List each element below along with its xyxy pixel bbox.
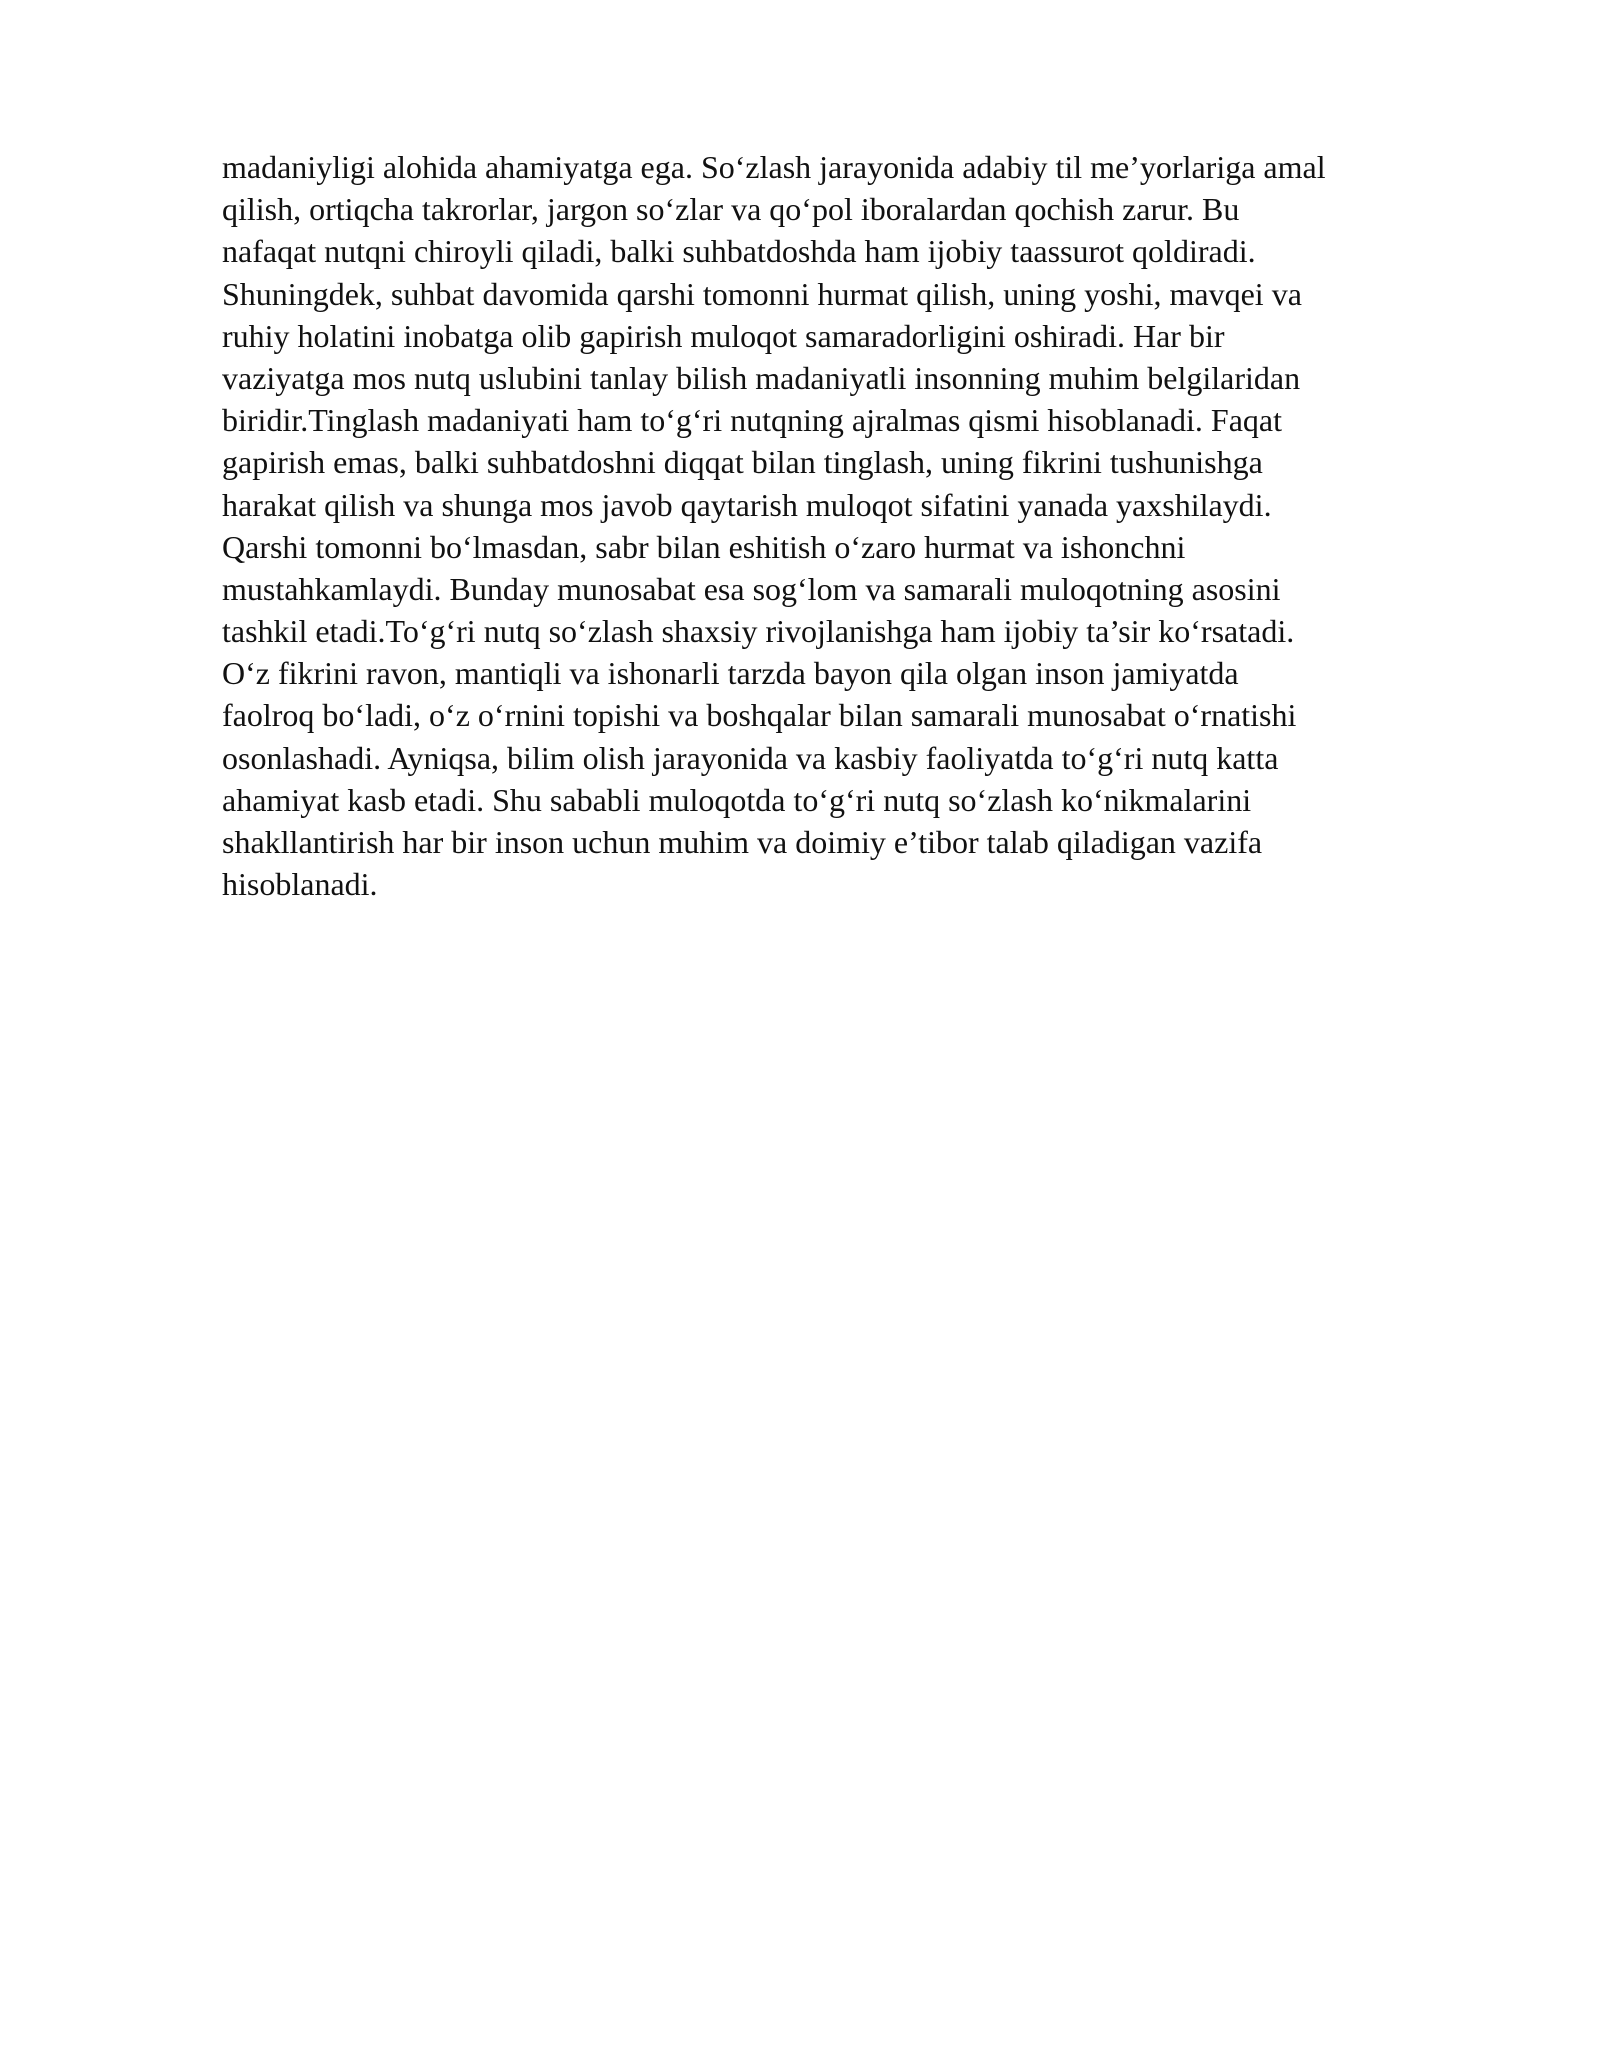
text-line: Shuningdek, suhbat davomida qarshi tomonni hurmat qilish, uning yoshi, mavqei va: [222, 275, 1302, 312]
text-line: harakat qilish va shunga mos javob qaytarish muloqot sifatini yanada yaxshilaydi.: [222, 486, 1272, 523]
text-line: mustahkamlaydi. Bunday munosabat esa sog‘lom va samarali muloqotning asosini: [222, 570, 1281, 607]
text-line: ahamiyat kasb etadi. Shu sababli muloqotda to‘g‘ri nutq so‘zlash ko‘nikmalarini: [222, 781, 1252, 818]
text-line: osonlashadi. Ayniqsa, bilim olish jarayonida va kasbiy faoliyatda to‘g‘ri nutq katta: [222, 739, 1279, 776]
text-line: ruhiy holatini inobatga olib gapirish muloqot samaradorligini oshiradi. Har bir: [222, 317, 1225, 354]
text-line: O‘z fikrini ravon, mantiqli va ishonarli tarzda bayon qila olgan inson jamiyatda: [222, 655, 1239, 692]
text-line: Qarshi tomonni bo‘lmasdan, sabr bilan eshitish o‘zaro hurmat va ishonchni: [222, 528, 1186, 565]
text-line: madaniyligi alohida ahamiyatga ega. So‘zlash jarayonida adabiy til me’yorlariga amal: [222, 149, 1326, 185]
text-line: faolroq bo‘ladi, o‘z o‘rnini topishi va boshqalar bilan samarali munosabat o‘rnatishi: [222, 697, 1297, 734]
text-line: nafaqat nutqni chiroyli qiladi, balki suhbatdoshda ham ijobiy taassurot qoldiradi.: [222, 233, 1256, 270]
text-line: qilish, ortiqcha takrorlar, jargon so‘zlar va qo‘pol iboralardan qochish zarur. Bu: [222, 191, 1240, 228]
body-paragraph: [222, 146, 1522, 905]
text-line: tashkil etadi.To‘g‘ri nutq so‘zlash shaxsiy rivojlanishga ham ijobiy ta’sir ko‘rsatadi.: [222, 613, 1295, 650]
text-line: gapirish emas, balki suhbatdoshni diqqat bilan tinglash, uning fikrini tushunishga: [222, 444, 1263, 481]
text-line: hisoblanadi.: [222, 866, 378, 903]
text-line: biridir.Tinglash madaniyati ham to‘g‘ri nutqning ajralmas qismi hisoblanadi. Faqat: [222, 402, 1283, 439]
text-line: vaziyatga mos nutq uslubini tanlay bilish madaniyatli insonning muhim belgilaridan: [222, 359, 1301, 396]
text-line: shakllantirish har bir inson uchun muhim va doimiy e’tibor talab qiladigan vazifa: [222, 824, 1263, 860]
